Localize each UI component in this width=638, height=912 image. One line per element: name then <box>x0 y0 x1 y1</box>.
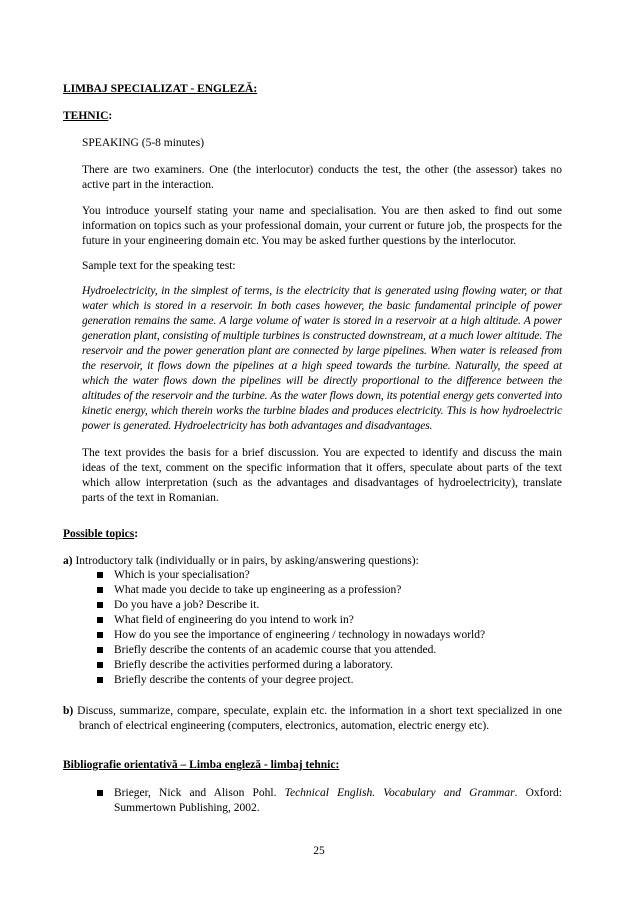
sample-text-label: Sample text for the speaking test: <box>82 260 236 272</box>
bullet-square-icon <box>97 587 103 593</box>
topics-heading-colon: : <box>134 528 139 540</box>
bullet-square-icon <box>97 790 103 796</box>
section-b-paragraph <box>63 704 562 734</box>
subheading-colon: : <box>108 110 113 122</box>
intro-paragraph-examiners: There are two examiners. One (the interlocutor) conducts the test, the other (the assessor) takes no active part in the interaction. <box>82 164 562 191</box>
list-item <box>97 628 567 643</box>
bullet-square-icon <box>97 617 103 623</box>
bibliography-entry-text <box>114 786 562 816</box>
bullet-square-icon <box>97 647 103 653</box>
intro-paragraph-instructions: You introduce yourself stating your name and specialisation. You are then asked to find out some information on topics such as your professional domain, your current or future job, the prospects for the future in your engineering domain etc. You may be asked further questions by the interlocutor. <box>82 205 562 247</box>
speaking-title: SPEAKING (5-8 minutes) <box>82 137 205 149</box>
list-item-text: Do you have a job? Describe it. <box>114 599 260 611</box>
bibliography-authors: Brieger, Nick and Alison Pohl. <box>114 787 285 799</box>
list-item-text: What made you decide to take up engineering as a profession? <box>114 584 402 596</box>
list-item-text: Which is your specialisation? <box>114 569 250 581</box>
list-item-text: Briefly describe the contents of your degree project. <box>114 674 354 686</box>
section-a-heading <box>63 554 419 569</box>
section-a-list <box>97 568 567 688</box>
bibliography-heading: Bibliografie orientativă – Limba engleză - limbaj tehnic: <box>63 759 340 771</box>
topics-heading-text: Possible topics <box>63 528 135 540</box>
section-a-label: a) <box>63 555 73 567</box>
section-a-text: Introductory talk (individually or in pairs, by asking/answering questions): <box>72 555 419 567</box>
list-item <box>97 583 567 598</box>
page-number: 25 <box>313 845 325 857</box>
list-item-text: What field of engineering do you intend to work in? <box>114 614 354 626</box>
list-item-text: Briefly describe the activities performed during a laboratory. <box>114 659 393 671</box>
list-item <box>97 673 567 688</box>
section-b-text: Discuss, summarize, compare, speculate, explain etc. the information in a short text specialized in one branch of electrical engineering (computers, electronics, automation, electric energy etc). <box>73 705 562 732</box>
bullet-square-icon <box>97 632 103 638</box>
section-heading: LIMBAJ SPECIALIZAT - ENGLEZĂ: <box>63 83 258 95</box>
list-item <box>97 658 567 673</box>
bibliography-title: Technical English. Vocabulary and Grammar <box>284 787 515 799</box>
discussion-paragraph: The text provides the basis for a brief discussion. You are expected to identify and discuss the main ideas of the text, comment on the specific information that it offers, speculate about parts of the text which allow interpretation (such as the advantages and disadvantages of hydroelectricity), translate parts of the text in Romanian. <box>82 447 562 504</box>
bibliography-publisher: . Oxford: Summertown Publishing, 2002. <box>114 787 562 814</box>
list-item <box>97 643 567 658</box>
list-item <box>97 598 567 613</box>
section-b-label: b) <box>63 705 74 717</box>
bibliography-entry <box>97 786 562 816</box>
bullet-square-icon <box>97 677 103 683</box>
subheading-text: TEHNIC <box>63 110 109 122</box>
bullet-square-icon <box>97 572 103 578</box>
list-item <box>97 613 567 628</box>
list-item-text: How do you see the importance of engineering / technology in nowadays world? <box>114 629 486 641</box>
list-item-text: Briefly describe the contents of an academic course that you attended. <box>114 644 437 656</box>
list-item <box>97 568 567 583</box>
topics-heading <box>63 527 138 542</box>
bullet-square-icon <box>97 662 103 668</box>
bullet-square-icon <box>97 602 103 608</box>
sample-text-paragraph: Hydroelectricity, in the simplest of terms, is the electricity that is generated using flowing water, or that water which is stored in a reservoir. In both cases however, the basic fundamental principle of power generation remains the same. A large volume of water is stored in a reservoir at a high altitude. A power generation plant, consisting of multiple turbines is constructed downstream, at a much lower altitude. The reservoir and the power generation plant are connected by large pipelines. When water is released from the reservoir, it flows down the pipelines at a high speed towards the turbine. Naturally, the speed at which the water flows down the pipelines will be directly proportional to the difference between the altitudes of the reservoir and the turbine. As the water flows down, its potential energy gets converted into kinetic energy, which therein works the turbine blades and produces electricity. This is how hydroelectric power is generated. Hydroelectricity has both advantages and disadvantages. <box>82 285 562 432</box>
subheading <box>63 109 112 124</box>
